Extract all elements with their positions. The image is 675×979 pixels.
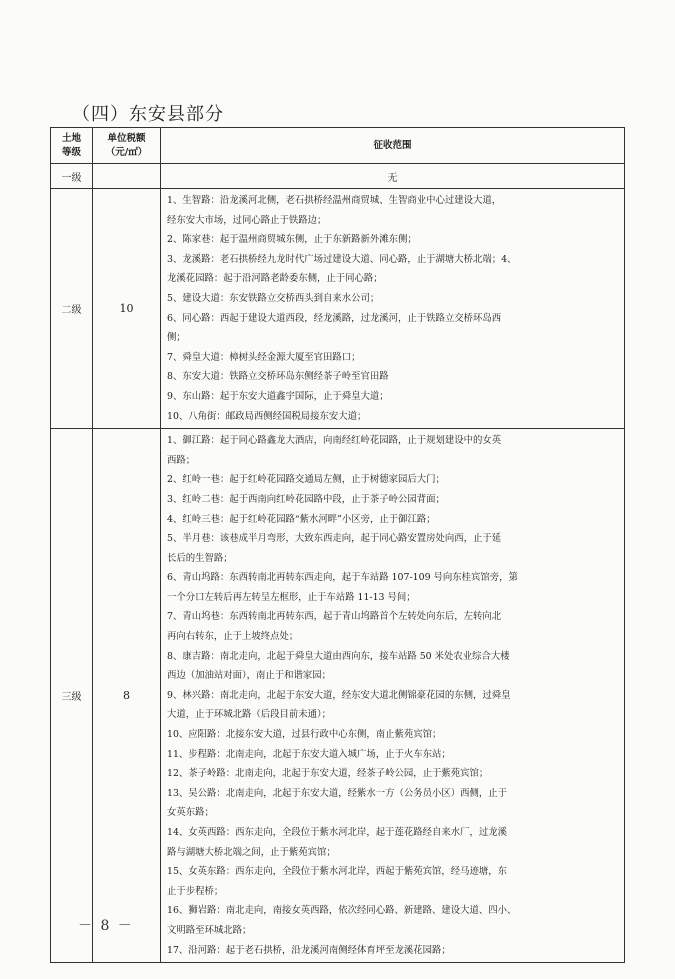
scope-line: 17、沿河路：起于老石拱桥，沿龙溪河南侧经体育坪至龙溪花园路； <box>167 944 451 956</box>
scope-line: 8、东安大道：铁路立交桥环岛东侧经茶子岭至官田路 <box>167 371 389 383</box>
grade-cell: 二级 <box>51 189 93 429</box>
scope-line: 大道，止于环城北路（后段目前未通）； <box>167 709 332 721</box>
table-row <box>51 164 625 189</box>
scope-line: 15、女英东路：西东走向，全段位于紫水河北岸，西起于紫苑宾馆，经马迹塘，东 <box>167 866 508 878</box>
scope-line: 西边（加油站对面），南止于和谐家园； <box>167 670 332 682</box>
grade-cell: 三级 <box>51 429 93 963</box>
scope-line: 止于步程桥； <box>167 885 224 897</box>
scope-line: 13、吴公路：北南走向，北起于东安大道，经紫水一方（公务员小区）西侧，止于 <box>167 787 508 799</box>
header-unit-tax <box>93 128 161 164</box>
scope-line: 8、康吉路：南北走向，北起于舜皇大道由西向东，接车站路 50 米处农业综合大楼 <box>167 650 510 662</box>
header-unit-tax-line-1: 单位税额 <box>107 132 146 144</box>
scope-line: 2、红岭一巷：起于红岭花园路交通局左侧，止于树德家园后大门； <box>167 474 445 486</box>
scope-line: 11、步程路：北南走向，北起于东安大道入城广场，止于火车东站； <box>167 748 451 760</box>
unit-tax-cell <box>93 164 161 189</box>
header-land-grade-line-1: 土地 <box>61 132 81 144</box>
scope-line: 7、青山坞巷：东西转南北再转东西，起于青山坞路首个左转处向东后，左转向北 <box>167 611 502 623</box>
header-unit-tax-line-2: （元/㎡） <box>105 146 148 158</box>
scope-line: 文明路至环城北路； <box>167 924 252 936</box>
scope-cell: 无 <box>161 164 625 189</box>
scope-cell <box>161 189 625 429</box>
scope-line: 1、御江路：起于同心路鑫龙大酒店，向南经红岭花园路，止于规划建设中的女英 <box>167 435 502 447</box>
scope-line: 一个分口左转后再左转呈左框形，止于车站路 11-13 号间； <box>167 591 416 603</box>
scope-line: 2、陈家巷：起于温州商贸城东侧，止于东新路新外滩东侧； <box>167 234 417 246</box>
scope-line: 长后的生智路； <box>167 552 233 564</box>
scope-line: 路与湖塘大桥北端之间，止于紫苑宾馆； <box>167 846 336 858</box>
scope-line: 10、应阳路：北接东安大道，过县行政中心东侧，南止紫苑宾馆； <box>167 729 442 741</box>
scope-line: 12、茶子岭路：北南走向，北起于东安大道，经茶子岭公园，止于紫苑宾馆； <box>167 768 489 780</box>
header-land-grade <box>51 128 93 164</box>
scope-line: 4、红岭三巷：起于红岭花园路“紫水河畔”小区旁，止于御江路； <box>167 513 436 525</box>
scope-line: 西路； <box>167 454 196 466</box>
header-scope: 征收范围 <box>161 128 625 164</box>
scope-line: 7、舜皇大道：樟树头经金源大厦至官田路口； <box>167 351 361 363</box>
scope-line: 女英东路； <box>167 807 214 819</box>
unit-tax-cell: 8 <box>93 429 161 963</box>
header-land-grade-line-2: 等级 <box>61 146 81 158</box>
unit-tax-cell: 10 <box>93 189 161 429</box>
scope-line: 10、八角街：邮政局西侧经国税局接东安大道； <box>167 410 367 422</box>
table-row <box>51 189 625 429</box>
scope-line: 9、林兴路：南北走向，北起于东安大道，经东安大道北侧锦豪花园的东侧，过舜皇 <box>167 689 511 701</box>
scope-line: 侧； <box>167 332 186 344</box>
scope-line: 5、半月巷：该巷成半月弯形，大致东西走向，起于同心路安置房处向西，止于延 <box>167 533 502 545</box>
scope-line: 5、建设大道：东安铁路立交桥西头到自来水公司； <box>167 292 380 304</box>
grade-cell: 一级 <box>51 164 93 189</box>
scope-line: 3、龙溪路：老石拱桥经九龙时代广场过建设大道、同心路，止于湖塘大桥北端；4、 <box>167 253 517 265</box>
section-title: （四）东安县部分 <box>72 104 224 125</box>
scope-line: 3、红岭二巷：起于西南向红岭花园路中段，止于茶子岭公园背面； <box>167 493 445 505</box>
scope-line: 16、狮岩路：南北走向，南接女英西路，依次经同心路、新建路、建设大道、四小、 <box>167 905 517 917</box>
table-row <box>51 429 625 963</box>
scope-cell <box>161 429 625 963</box>
scope-line: 1、生智路：沿龙溪河北侧，老石拱桥经温州商贸城、生智商业中心过建设大道， <box>167 195 502 206</box>
scope-line: 再向右转东，止于上坡终点处； <box>167 631 299 643</box>
scope-line: 6、同心路：西起于建设大道西段，经龙溪路，过龙溪河，止于铁路立交桥环岛西 <box>167 312 502 324</box>
scope-line: 经东安大市场，过同心路止于铁路边； <box>167 214 327 226</box>
scope-line: 6、青山坞路：东西转南北再转东西走向，起于车站路 107-109 号向东桂宾馆旁，第 <box>167 572 518 584</box>
scope-line: 龙溪花园路：起于沿河路老龄委东侧，止于同心路； <box>167 273 383 285</box>
scope-line: 14、女英西路：西东走向，全段位于紫水河北岸，起于莲花路经自来水厂，过龙溪 <box>167 827 508 838</box>
scope-line: 9、东山路：起于东安大道鑫宇国际，止于舜皇大道； <box>167 390 389 402</box>
tax-range-table <box>50 127 625 963</box>
page-number: － 8 － <box>78 918 134 934</box>
